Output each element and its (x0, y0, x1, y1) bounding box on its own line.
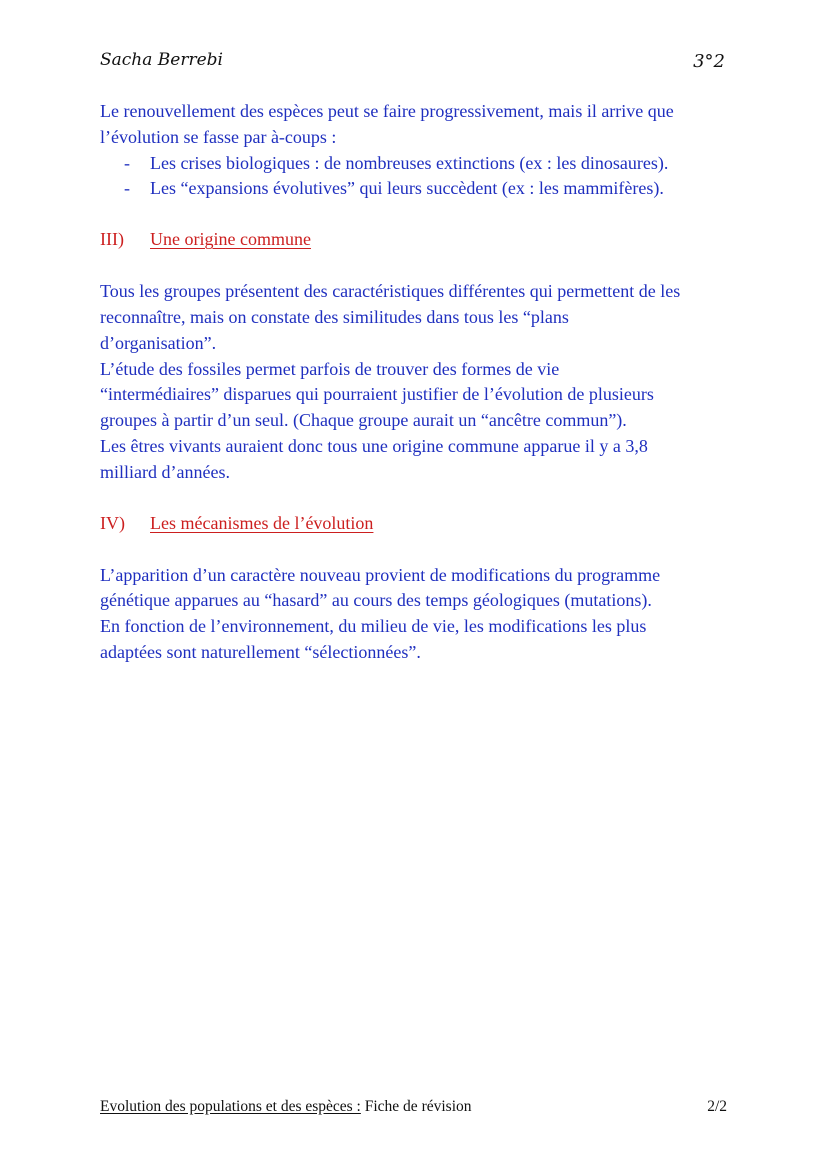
paragraph-line: groupes à partir d’un seul. (Chaque groupe aurait un “ancêtre commun”). (100, 410, 627, 431)
intro-line: l’évolution se fasse par à-coups : (100, 126, 337, 147)
section-number: IV) (100, 512, 125, 533)
paragraph-line: Tous les groupes présentent des caractéristiques différentes qui permettent de les (100, 281, 681, 302)
page-footer (100, 1098, 727, 1116)
footer-subtitle: Fiche de révision (360, 1098, 472, 1115)
section-title: Une origine commune (150, 229, 311, 250)
paragraph-line: adaptées sont naturellement “sélectionnées”. (100, 641, 421, 662)
section-number: III) (100, 229, 124, 250)
footer-document-title: Evolution des populations et des espèces : (100, 1098, 361, 1115)
list-item (100, 176, 740, 202)
paragraph-line: reconnaître, mais on constate des similitudes dans tous les “plans (100, 306, 569, 327)
paragraph-line: L’étude des fossiles permet parfois de trouver des formes de vie (100, 358, 560, 379)
section-title: Les mécanismes de l’évolution (150, 512, 374, 533)
bullet-dash: - (124, 178, 130, 199)
paragraph-line: génétique apparues au “hasard” au cours des temps géologiques (mutations). (100, 590, 652, 611)
section-heading-3 (100, 227, 740, 253)
bullet-dash: - (124, 152, 130, 173)
paragraph-line: Les êtres vivants auraient donc tous une origine commune apparue il y a 3,8 (100, 435, 648, 456)
paragraph-line: d’organisation”. (100, 332, 217, 353)
intro-list (100, 151, 740, 203)
list-item-text: Les “expansions évolutives” qui leurs succèdent (ex : les mammifères). (150, 178, 664, 199)
intro-line: Le renouvellement des espèces peut se faire progressivement, mais il arrive que (100, 101, 674, 121)
section-heading-4 (100, 511, 740, 537)
list-item (100, 151, 740, 177)
document-body (100, 99, 740, 666)
paragraph-line: L’apparition d’un caractère nouveau provient de modifications du programme (100, 564, 661, 585)
list-item-text: Les crises biologiques : de nombreuses extinctions (ex : les dinosaures). (150, 152, 669, 173)
paragraph-line: En fonction de l’environnement, du milieu de vie, les modifications les plus (100, 616, 647, 637)
paragraph-line: “intermédiaires” disparues qui pourraient justifier de l’évolution de plusieurs (100, 384, 654, 405)
page-number: 2/2 (707, 1098, 727, 1115)
author-name: Sacha Berrebi (100, 50, 223, 70)
paragraph-line: milliard d’années. (100, 461, 230, 482)
class-label: 3°2 (693, 51, 725, 72)
